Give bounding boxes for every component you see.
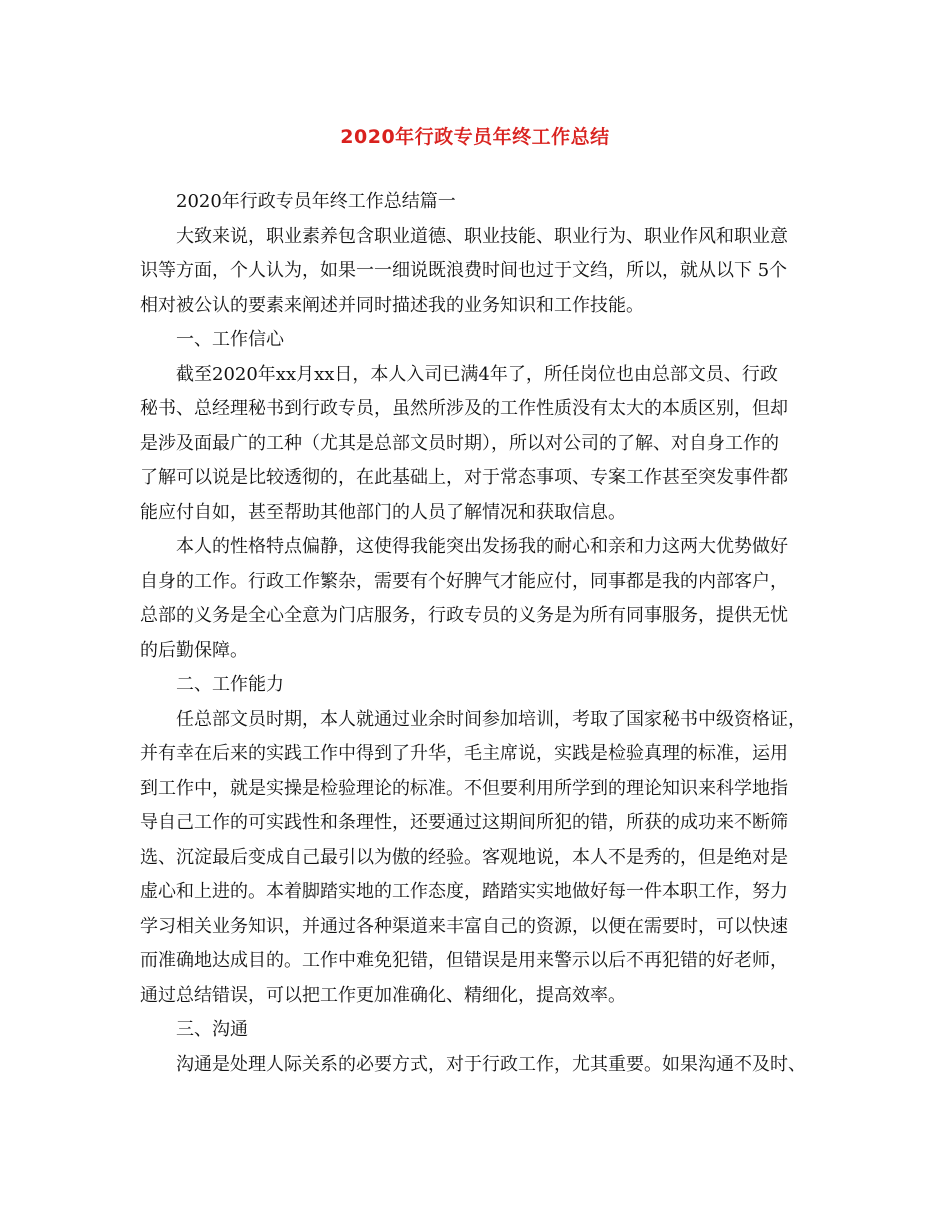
text-line: 的后勤保障。: [140, 639, 248, 661]
text-line: 秘书、总经理秘书到行政专员，虽然所涉及的工作性质没有太大的本质区别，但却: [140, 398, 788, 419]
text-line: 是涉及面最广的工种（尤其是总部文员时期），所以对公司的了解、对自身工作的: [140, 432, 779, 454]
document-body: [140, 185, 822, 1082]
text-line: 能应付自如，甚至帮助其他部门的人员了解情况和获取信息。: [140, 501, 626, 523]
text-line: 相对被公认的要素来阐述并同时描述我的业务知识和工作技能。: [140, 294, 644, 316]
text-line: 学习相关业务知识，并通过各种渠道来丰富自己的资源，以便在需要时，可以快速: [140, 915, 788, 937]
text-line: 本人的性格特点偏静，这使得我能突出发扬我的耐心和亲和力这两大优势做好: [176, 536, 788, 557]
text-line: 而准确地达成目的。工作中难免犯错，但错误是用来警示以后不再犯错的好老师，: [140, 950, 788, 971]
text-line: 大致来说，职业素养包含职业道德、职业技能、职业行为、职业作风和职业意: [176, 225, 788, 247]
text-line: 到工作中，就是实操是检验理论的标准。不但要利用所学到的理论知识来科学地指: [140, 777, 788, 799]
text-line: 选、沉淀最后变成自己最引以为傲的经验。客观地说，本人不是秀的，但是绝对是: [140, 846, 788, 868]
text-line: 了解可以说是比较透彻的，在此基础上，对于常态事项、专案工作甚至突发事件都: [140, 467, 788, 488]
document-title: 2020年行政专员年终工作总结: [340, 126, 610, 148]
text-line: 一、工作信心: [176, 329, 284, 350]
text-line: 截至2020年xx月xx日，本人入司已满4年了，所任岗位也由总部文员、行政: [176, 363, 778, 385]
text-line: 识等方面，个人认为，如果一一细说既浪费时间也过于文绉，所以，就从以下 5个: [140, 260, 788, 281]
text-line: 总部的义务是全心全意为门店服务，行政专员的义务是为所有同事服务，提供无忧: [140, 605, 788, 626]
text-line: 并有幸在后来的实践工作中得到了升华，毛主席说，实践是检验真理的标准，运用: [140, 743, 788, 764]
text-line: 自身的工作。行政工作繁杂，需要有个好脾气才能应付，同事都是我的内部客户，: [140, 570, 788, 592]
text-line: 导自己工作的可实践性和条理性，还要通过这期间所犯的错，所获的成功来不断筛: [140, 812, 788, 833]
text-line: 沟通是处理人际关系的必要方式，对于行政工作，尤其重要。如果沟通不及时、: [176, 1053, 806, 1075]
text-line: 二、工作能力: [176, 674, 284, 695]
text-line: 虚心和上进的。本着脚踏实地的工作态度，踏踏实实地做好每一件本职工作，努力: [140, 881, 788, 902]
text-line: 任总部文员时期，本人就通过业余时间参加培训，考取了国家秘书中级资格证，: [176, 708, 806, 730]
text-line: 2020年行政专员年终工作总结篇一: [176, 191, 456, 212]
text-line: 三、沟通: [176, 1019, 248, 1040]
text-line: 通过总结错误，可以把工作更加准确化、精细化，提高效率。: [140, 984, 626, 1006]
